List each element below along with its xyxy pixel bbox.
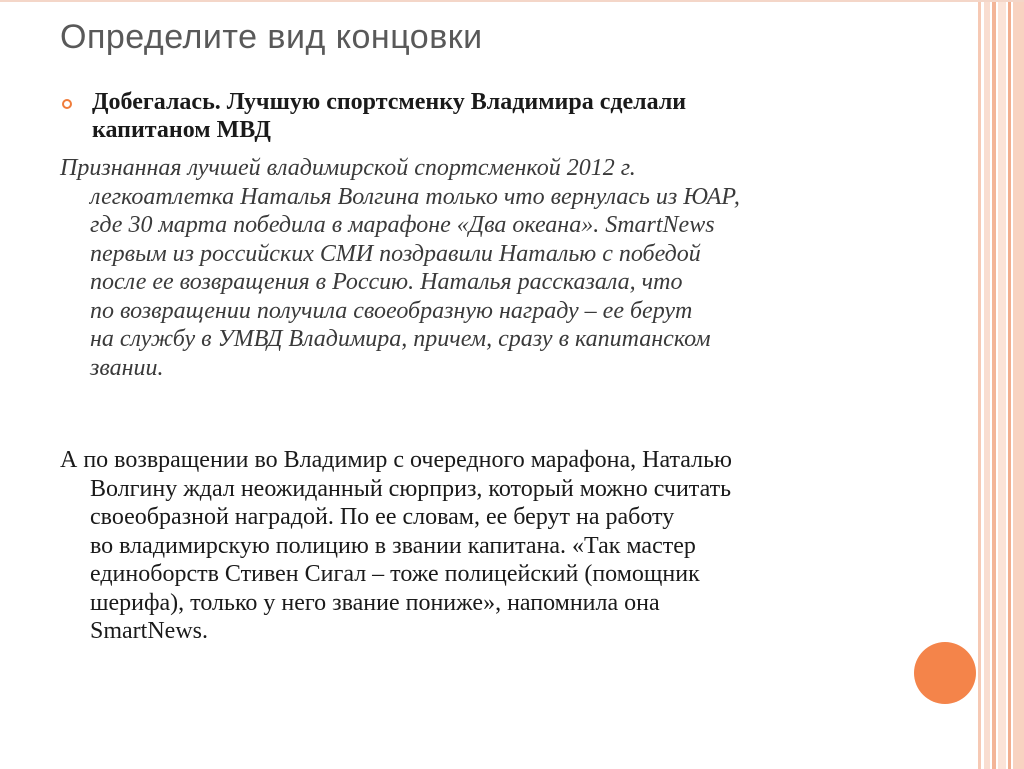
paragraph-line: звании.	[90, 354, 164, 381]
headline-line: Добегалась. Лучшую спортсменку Владимира сделали	[92, 89, 687, 115]
article-headline	[92, 88, 882, 144]
decor-stripe	[984, 2, 990, 769]
slide-title: Определите вид концовки	[60, 18, 483, 56]
paragraph-line: SmartNews.	[90, 618, 208, 644]
decor-stripe	[992, 2, 996, 769]
paragraph-line: где 30 марта победила в марафоне «Два океана». SmartNews	[90, 212, 715, 238]
paragraph-line: своеобразной наградой. По ее словам, ее берут на работу	[90, 504, 675, 530]
paragraph-line: А по возвращении во Владимир с очередного марафона, Наталью	[60, 447, 732, 473]
headline-line: капитаном МВД	[92, 117, 271, 143]
paragraph-line: на службу в УМВД Владимира, причем, сразу в капитанском	[90, 326, 711, 352]
decor-stripe	[998, 2, 1006, 769]
plain-paragraph	[60, 446, 732, 646]
paragraph-line: шерифа), только у него звание пониже», напомнила она	[90, 589, 660, 616]
paragraph-line: Признанная лучшей владимирской спортсменкой 2012 г.	[60, 155, 636, 181]
paragraph-line: во владимирскую полицию в звании капитана. «Так мастер	[90, 532, 696, 559]
italic-paragraph	[60, 154, 740, 382]
decor-stripe	[978, 2, 981, 769]
paragraph-line: по возвращении получила своеобразную награду – ее берут	[90, 297, 693, 324]
paragraph-line: первым из российских СМИ поздравили Наталью с победой	[90, 240, 701, 267]
paragraph-line: легкоатлетка Наталья Волгина только что вернулась из ЮАР,	[90, 183, 740, 210]
decor-circle-icon	[914, 642, 976, 704]
decor-stripe	[1008, 2, 1011, 769]
paragraph-line: единоборств Стивен Сигал – тоже полицейский (помощник	[90, 561, 700, 587]
decor-stripe	[1013, 2, 1024, 769]
bullet-circle-icon	[62, 99, 72, 109]
paragraph-line: после ее возвращения в Россию. Наталья рассказала, что	[90, 269, 683, 295]
paragraph-line: Волгину ждал неожиданный сюрприз, который можно считать	[90, 475, 732, 502]
bullet-item	[62, 88, 882, 144]
